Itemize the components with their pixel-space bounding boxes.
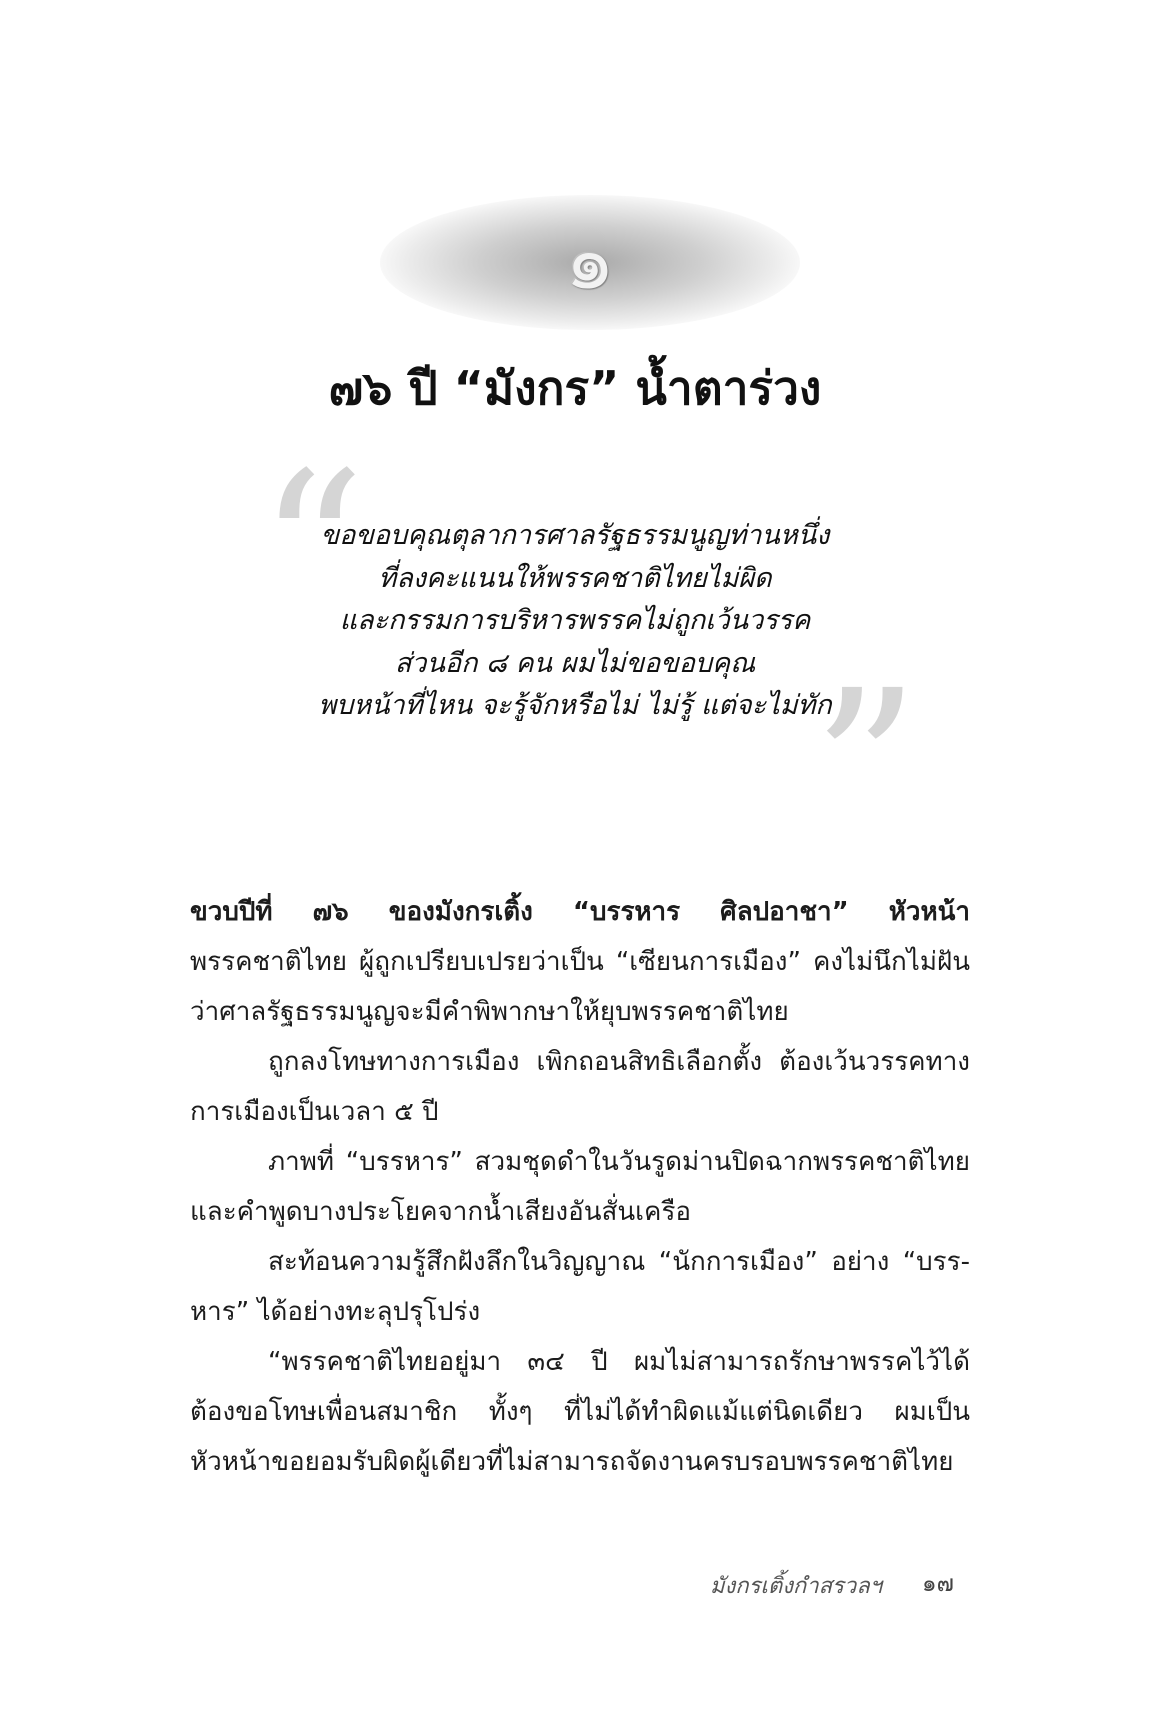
chapter-ornament [380, 195, 800, 330]
body-line: ภาพที่ “บรรหาร” สวมชุดดำในวันรูดม่านปิดฉากพรรคชาติไทย [268, 1147, 970, 1177]
page-number: ๑๗ [922, 1571, 954, 1597]
body-line: หาร” ได้อย่างทะลุปรุโปร่ง [190, 1297, 481, 1327]
epigraph-line: ส่วนอีก ๘ คน ผมไม่ขอขอบคุณ [394, 647, 756, 679]
body-line: สะท้อนความรู้สึกฝังลึกในวิญญาณ “นักการเมือง” อย่าง “บรร- [268, 1247, 970, 1277]
body-text [190, 887, 970, 1487]
epigraph-line: ขอขอบคุณตุลาการศาลรัฐธรรมนูญท่านหนึ่ง [320, 520, 830, 551]
body-line: หัวหน้าขอยอมรับผิดผู้เดียวที่ไม่สามารถจัดงานครบรอบพรรคชาติไทย [190, 1447, 954, 1477]
body-lead-line: ขวบปีที่ ๗๖ ของมังกรเติ้ง “บรรหาร ศิลปอาชา” หัวหน้า [190, 897, 970, 927]
epigraph-line: พบหน้าที่ไหน จะรู้จักหรือไม่ ไม่รู้ แต่จะไม่ทัก [318, 690, 832, 721]
epigraph-line: และกรรมการบริหารพรรคไม่ถูกเว้นวรรค [339, 605, 811, 636]
body-line: และคำพูดบางประโยคจากน้ำเสียงอันสั่นเครือ [190, 1197, 692, 1227]
running-footer-title: มังกรเติ้งกำสรวลฯ [710, 1574, 883, 1599]
epigraph-quote [245, 515, 905, 728]
body-line: ต้องขอโทษเพื่อนสมาชิก ทั้งๆ ที่ไม่ได้ทำผิดแม้แต่นิดเดียว ผมเป็น [190, 1397, 970, 1427]
close-quote-mark-icon: ” [812, 645, 920, 890]
body-line: การเมืองเป็นเวลา ๕ ปี [190, 1097, 439, 1127]
body-line: ถูกลงโทษทางการเมือง เพิกถอนสิทธิเลือกตั้ง ต้องเว้นวรรคทาง [268, 1047, 970, 1077]
epigraph-line: ที่ลงคะแนนให้พรรคชาติไทยไม่ผิด [378, 562, 772, 594]
body-line: “พรรคชาติไทยอยู่มา ๓๔ ปี ผมไม่สามารถรักษาพรรคไว้ได้ [268, 1347, 970, 1377]
open-quote-mark-icon: “ [258, 427, 366, 672]
body-line: พรรคชาติไทย ผู้ถูกเปรียบเปรยว่าเป็น “เซียนการเมือง” คงไม่นึกไม่ฝัน [190, 947, 970, 977]
chapter-title: ๗๖ ปี “มังกร” น้ำตาร่วง [328, 361, 822, 415]
body-line: ว่าศาลรัฐธรรมนูญจะมีคำพิพากษาให้ยุบพรรคชาติไทย [190, 997, 789, 1027]
chapter-number: ๑ [565, 217, 615, 307]
